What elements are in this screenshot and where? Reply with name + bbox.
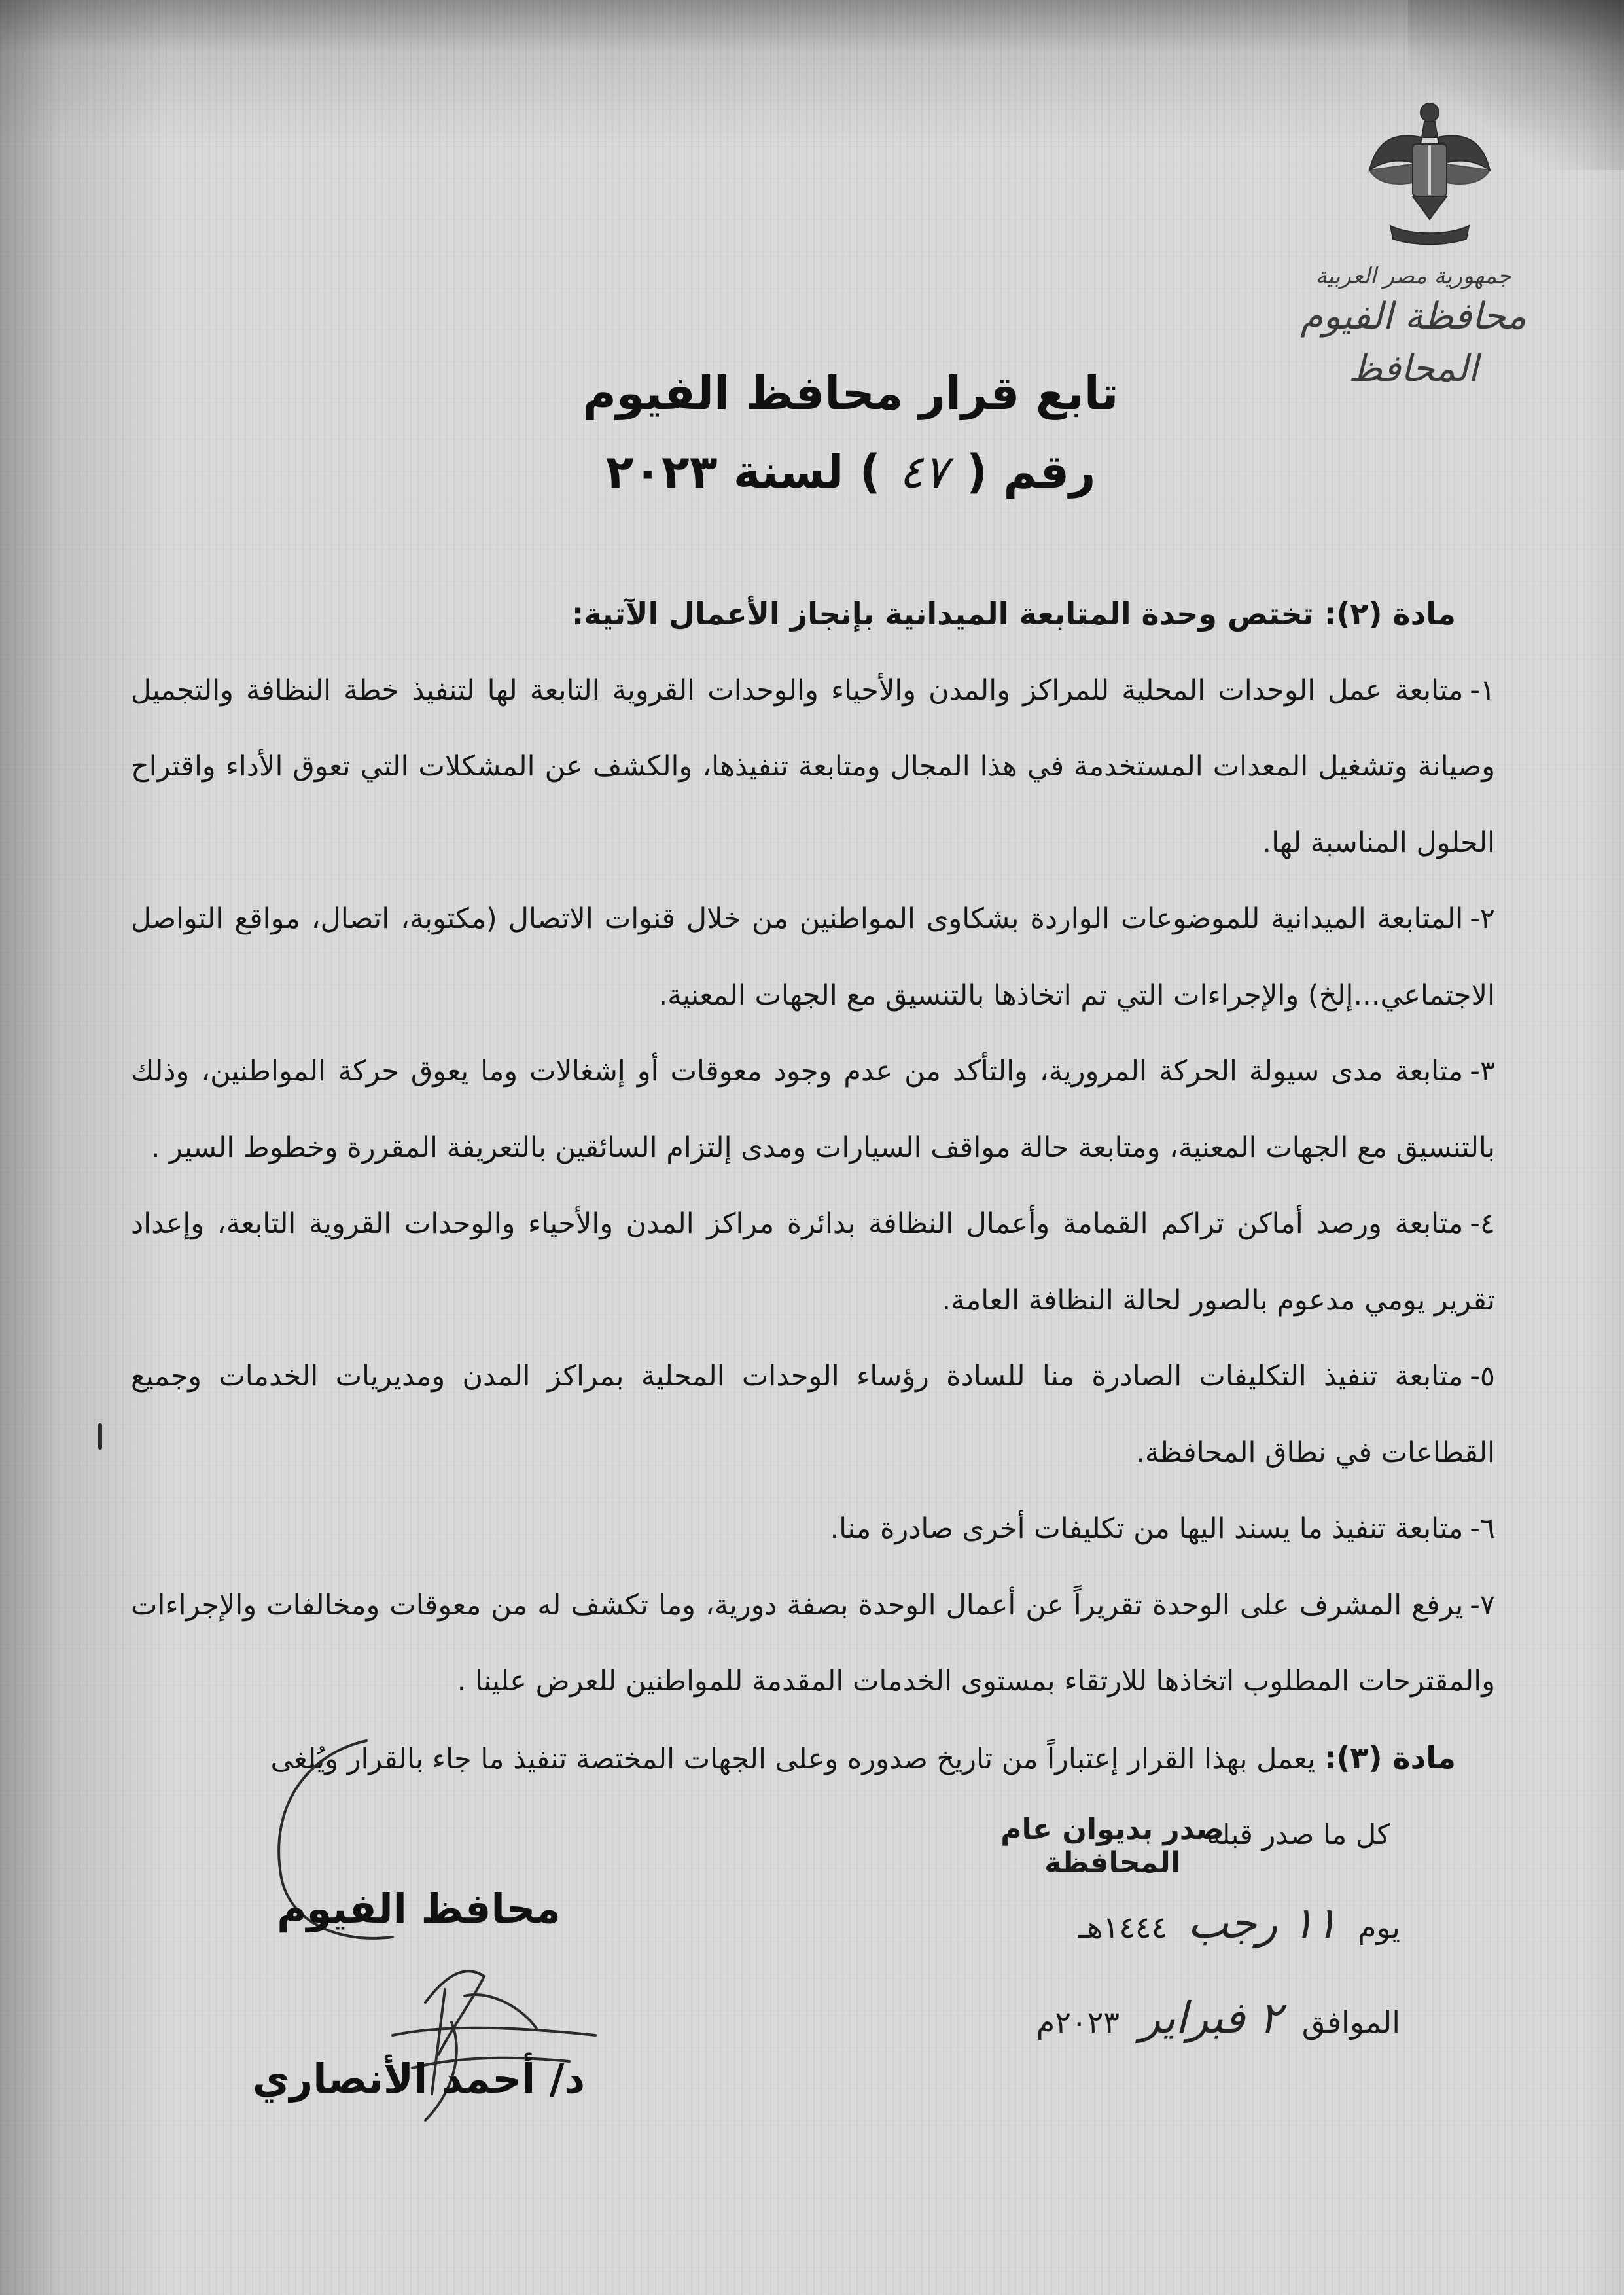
corresponding-label: الموافق bbox=[1301, 2004, 1400, 2040]
article2-item bbox=[131, 1186, 1495, 1338]
item-number: ١- bbox=[1470, 673, 1495, 707]
item-number: ٣- bbox=[1470, 1055, 1495, 1088]
decree-number-close: ) bbox=[859, 445, 881, 499]
article2-heading: مادة (٢): تختص وحدة المتابعة الميدانية بإنجاز الأعمال الآتية: bbox=[571, 596, 1456, 632]
item-number: ٤- bbox=[1470, 1207, 1495, 1240]
issuance-place: صدر بديوان عام المحافظة bbox=[1000, 1813, 1224, 1879]
decree-body bbox=[131, 576, 1495, 1874]
article2-item bbox=[131, 881, 1495, 1033]
letterhead-governorate: محافظة الفيوم bbox=[1300, 295, 1527, 338]
signatory-title: محافظ الفيوم bbox=[277, 1885, 561, 1932]
eagle-emblem-icon bbox=[1364, 98, 1495, 249]
article2-item bbox=[131, 1033, 1495, 1186]
article3-text: يعمل بهذا القرار إعتباراً من تاريخ صدوره وعلى الجهات المختصة تنفيذ ما جاء بالقرار ويُلغى bbox=[270, 1742, 1316, 1775]
decree-number-line bbox=[458, 445, 1243, 499]
article2-item bbox=[131, 1338, 1495, 1491]
decree-year: لسنة ٢٠٢٣ bbox=[605, 445, 844, 499]
margin-mark bbox=[98, 1423, 102, 1450]
item-text: المتابعة الميدانية للموضوعات الواردة بشكاوى المواطنين من خلال قنوات الاتصال (مكتوبة، اتصال، مواقع التواصل الاجتماعي...إلخ) والإجراءات التي تم اتخاذها بالتنسيق مع الجهات المعنية. bbox=[131, 902, 1495, 1012]
article3-label: مادة (٣): bbox=[1324, 1739, 1456, 1775]
hijri-date-line bbox=[903, 1898, 1400, 1948]
decree-number-label: رقم ( bbox=[966, 445, 1096, 499]
item-text: متابعة تنفيذ التكليفات الصادرة منا للسادة رؤساء الوحدات المحلية بمراكز المدن ومديريات الخدمات وجميع القطاعات في نطاق المحافظة. bbox=[131, 1360, 1495, 1469]
greg-day-month: ٢ فبراير bbox=[1139, 1993, 1282, 2043]
hijri-year: ١٤٤٤هـ bbox=[1078, 1910, 1168, 1945]
item-text: متابعة مدى سيولة الحركة المرورية، والتأكد من عدم وجود معوقات أو إشغالات وما يعوق حركة المواطنين، وذلك بالتنسيق مع الجهات المعنية، ومتابعة حالة مواقف السيارات ومدى إلتزام السائقين بالتعريفة المقررة وخطوط السير . bbox=[131, 1055, 1495, 1164]
item-number: ٢- bbox=[1470, 902, 1495, 935]
letterhead-country: جمهورية مصر العربية bbox=[1315, 263, 1511, 289]
item-number: ٧- bbox=[1470, 1588, 1495, 1622]
item-number: ٦- bbox=[1470, 1512, 1495, 1545]
item-text: متابعة تنفيذ ما يسند اليها من تكليفات أخرى صادرة منا. bbox=[830, 1512, 1464, 1545]
letterhead bbox=[1289, 262, 1538, 395]
item-text: يرفع المشرف على الوحدة تقريراً عن أعمال الوحدة بصفة دورية، وما تكشف له من معوقات ومخالفات والإجراءات والمقترحات المطلوب اتخاذها للارتقاء بمستوى الخدمات المقدمة للمواطنين للعرض علينا . bbox=[131, 1588, 1495, 1698]
signatory-name: د/ أحمد الأنصاري bbox=[252, 2055, 586, 2103]
article2-item bbox=[131, 1567, 1495, 1720]
greg-year: ٢٠٢٣م bbox=[1036, 2004, 1120, 2040]
day-label: يوم bbox=[1357, 1910, 1400, 1945]
item-number: ٥- bbox=[1470, 1360, 1495, 1393]
article2-item bbox=[131, 652, 1495, 881]
hijri-day-month: ١١ رجب bbox=[1187, 1898, 1338, 1948]
gregorian-date-line bbox=[903, 1993, 1400, 2043]
decree-title: تابع قرار محافظ الفيوم bbox=[582, 366, 1119, 420]
article2-item bbox=[131, 1491, 1495, 1567]
article3-tail: كل ما صدر قبله bbox=[1207, 1819, 1390, 1851]
item-text: متابعة عمل الوحدات المحلية للمراكز والمدن والأحياء والوحدات القروية التابعة لها لتنفيذ خطة النظافة والتجميل وصيانة وتشغيل المعدات المستخدمة في هذا المجال ومتابعة تنفيذها، والكشف عن المشكلات التي تعوق الأداء واقتراح الحلول المناسبة لها. bbox=[131, 673, 1495, 859]
item-text: متابعة ورصد أماكن تراكم القمامة وأعمال النظافة بدائرة مراكز المدن والأحياء والوحدات القروية التابعة، وإعداد تقرير يومي مدعوم بالصور لحالة النظافة العامة. bbox=[131, 1207, 1495, 1317]
decree-number-value: ٤٧ bbox=[898, 445, 948, 499]
letterhead-office: المحافظ bbox=[1348, 347, 1479, 390]
